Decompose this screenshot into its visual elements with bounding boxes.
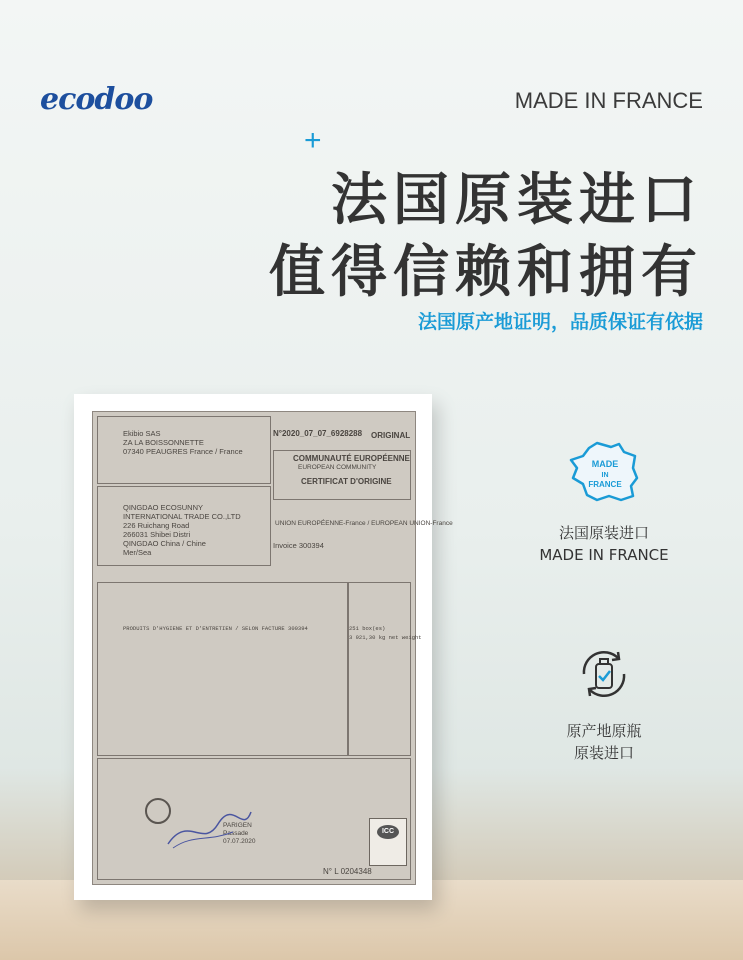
certificate-type: CERTIFICAT D'ORIGINE [301, 477, 392, 486]
feature-label-en: MADE IN FRANCE [539, 546, 669, 564]
recycle-bottle-icon [574, 644, 634, 704]
country-of-origin: UNION EUROPÉENNE-France / EUROPEAN UNION-France [275, 520, 453, 527]
consignee-line: QINGDAO China / Chine [123, 539, 206, 548]
badge-line: IN [601, 472, 609, 479]
certificate-of-origin [92, 411, 453, 885]
icc-label: ICC [377, 825, 399, 839]
feature-original-bottle [514, 644, 694, 764]
quantity-box [347, 582, 411, 756]
certification-box [97, 758, 411, 880]
made-in-france-icon [567, 440, 641, 504]
community-title: COMMUNAUTÉ EUROPÉENNE [293, 454, 410, 463]
transport-details: Mer/Sea [123, 548, 152, 557]
badge-line: FRANCE [588, 480, 622, 489]
headline-line-1: 法国原装进口 [331, 168, 703, 233]
feature-label-cn: 法国原装进口 [558, 524, 649, 542]
issue-date: 07.07.2020 [223, 838, 256, 845]
ecodoo-logo: ecodoo [40, 82, 153, 117]
feature-label-cn-2: 原装进口 [573, 744, 634, 762]
quantity-line: 3 921,30 kg net weight [349, 634, 422, 641]
consignee-line: INTERNATIONAL TRADE CO.,LTD [123, 512, 241, 521]
goods-box [97, 582, 349, 756]
certificate-frame [74, 394, 453, 900]
original-label: ORIGINAL [371, 431, 411, 440]
consignee-line: QINGDAO ECOSUNNY [123, 503, 204, 512]
plus-icon: + [304, 124, 322, 157]
consignor-line: ZA LA BOISSONNETTE [123, 438, 204, 447]
place-label: PARIGEN [223, 822, 252, 829]
certificate-number: N°2020_07_07_6928288 [273, 429, 363, 438]
place-label: Passade [223, 830, 249, 837]
consignee-line: 266031 Shibei Distri [123, 530, 191, 539]
feature-label-cn: 原产地原瓶 [566, 722, 642, 740]
made-in-france-label: MADE IN FRANCE [514, 88, 703, 113]
serial-number: N° L 0204348 [323, 867, 372, 876]
consignor-line: Ekibio SAS [123, 429, 161, 438]
consignor-line: 07340 PEAUGRES France / France [123, 447, 243, 456]
quantity-line: 251 box(es) [349, 625, 386, 632]
headline-line-2: 值得信赖和拥有 [269, 240, 703, 305]
icc-stamp [369, 818, 407, 866]
goods-description: PRODUITS D'HYGIENE ET D'ENTRETIEN / SELON FACTURE 300394 [123, 625, 308, 632]
consignee-line: 226 Ruichang Road [123, 521, 190, 530]
feature-made-in-france [514, 440, 694, 566]
invoice-number: Invoice 300394 [273, 541, 324, 550]
community-subtitle: EUROPEAN COMMUNITY [298, 464, 377, 471]
badge-line: MADE [591, 459, 619, 469]
signature-icon [163, 804, 253, 854]
subtitle: 法国原产地证明，品质保证有依据 [417, 311, 703, 333]
